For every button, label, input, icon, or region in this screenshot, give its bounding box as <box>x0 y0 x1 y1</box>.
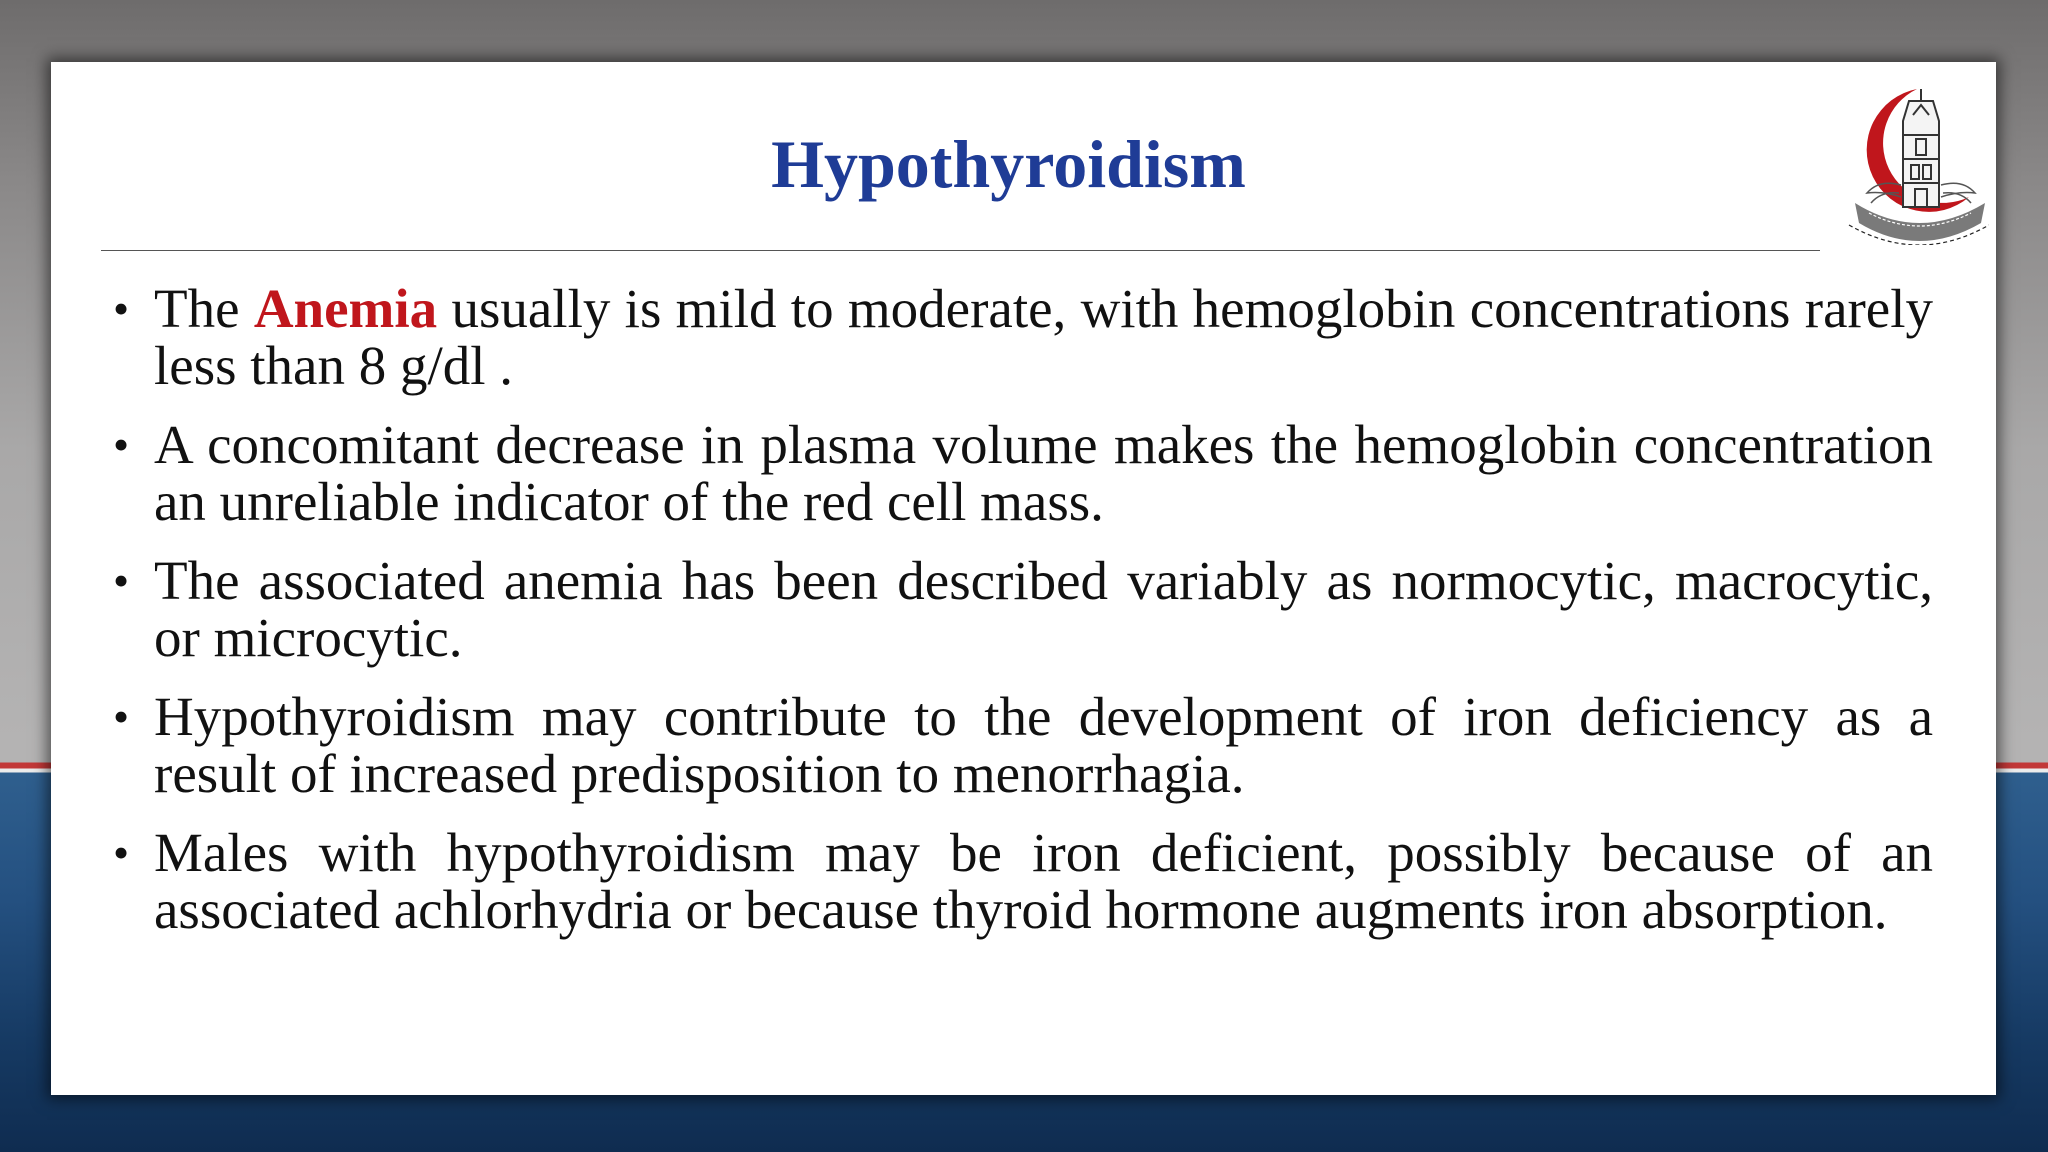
bullet-item-plasma-volume: • A concomitant decrease in plasma volume makes the hemoglobin concentration an unreliable indicator of the red cell mass. <box>113 416 1933 530</box>
bullet-item-iron-deficiency: • Hypothyroidism may contribute to the development of iron deficiency as a result of increased predisposition to menorrhagia. <box>113 688 1933 802</box>
university-logo-icon <box>1839 75 1989 245</box>
bullet-item-males-iron: • Males with hypothyroidism may be iron deficient, possibly because of an associated achlorhydria or because thyroid hormone augments iron absorption. <box>113 824 1933 938</box>
university-logo <box>1839 75 1989 245</box>
bullet-text-prefix: The <box>154 278 254 339</box>
bullet-text-suffix: usually is mild to moderate, with hemoglobin concentrations rarely less than 8 g/dl . <box>154 278 1933 396</box>
slide-title: Hypothyroidism <box>771 126 1246 202</box>
bullet-item-anemia-severity <box>113 280 1933 394</box>
highlight-anemia: Anemia <box>253 278 438 339</box>
bullet-item-anemia-types: • The associated anemia has been described variably as normocytic, macrocytic, or microcytic. <box>113 552 1933 666</box>
title-divider <box>101 250 1820 251</box>
bullet-list <box>113 280 1933 960</box>
slide <box>51 62 1996 1095</box>
